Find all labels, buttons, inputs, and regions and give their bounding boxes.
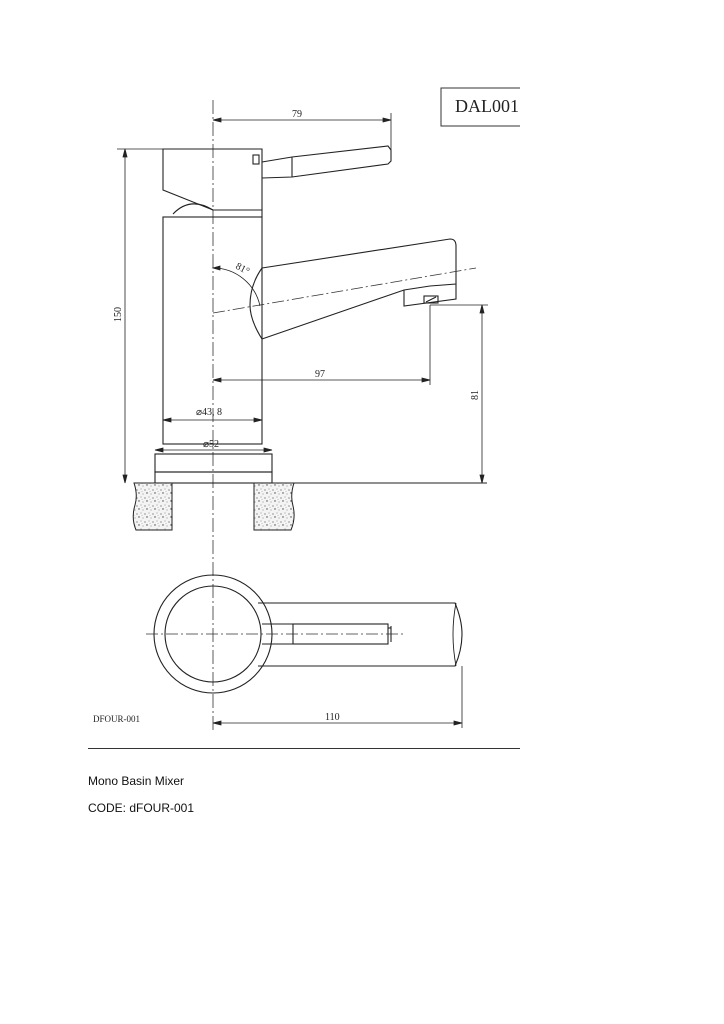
dim-lever-length: 79	[292, 109, 302, 120]
model-code-label: DFOUR-001	[93, 714, 141, 724]
dim-overall-height: 150	[113, 307, 124, 322]
product-code: CODE: dFOUR-001	[88, 801, 195, 815]
product-name: Mono Basin Mixer	[88, 774, 185, 788]
dim-plan-length: 110	[325, 712, 340, 723]
lever-hub	[163, 149, 262, 210]
plan-spout	[258, 603, 462, 666]
hub-neck	[173, 204, 262, 217]
dim-base-diameter: ⌀52	[203, 439, 220, 450]
sheet-code-label: DAL001	[455, 96, 519, 116]
lever-handle	[262, 146, 391, 178]
dim-lever-angle: 81°	[233, 260, 252, 278]
caption-divider	[88, 748, 520, 749]
dim-body-diameter: ⌀43, 8	[196, 407, 223, 418]
dim-spout-height: 81	[470, 390, 481, 400]
title-block	[441, 80, 724, 140]
dim-spout-reach: 97	[315, 369, 325, 380]
base-flange	[155, 454, 272, 472]
worktop-section	[133, 483, 294, 530]
side-elevation	[134, 146, 487, 483]
